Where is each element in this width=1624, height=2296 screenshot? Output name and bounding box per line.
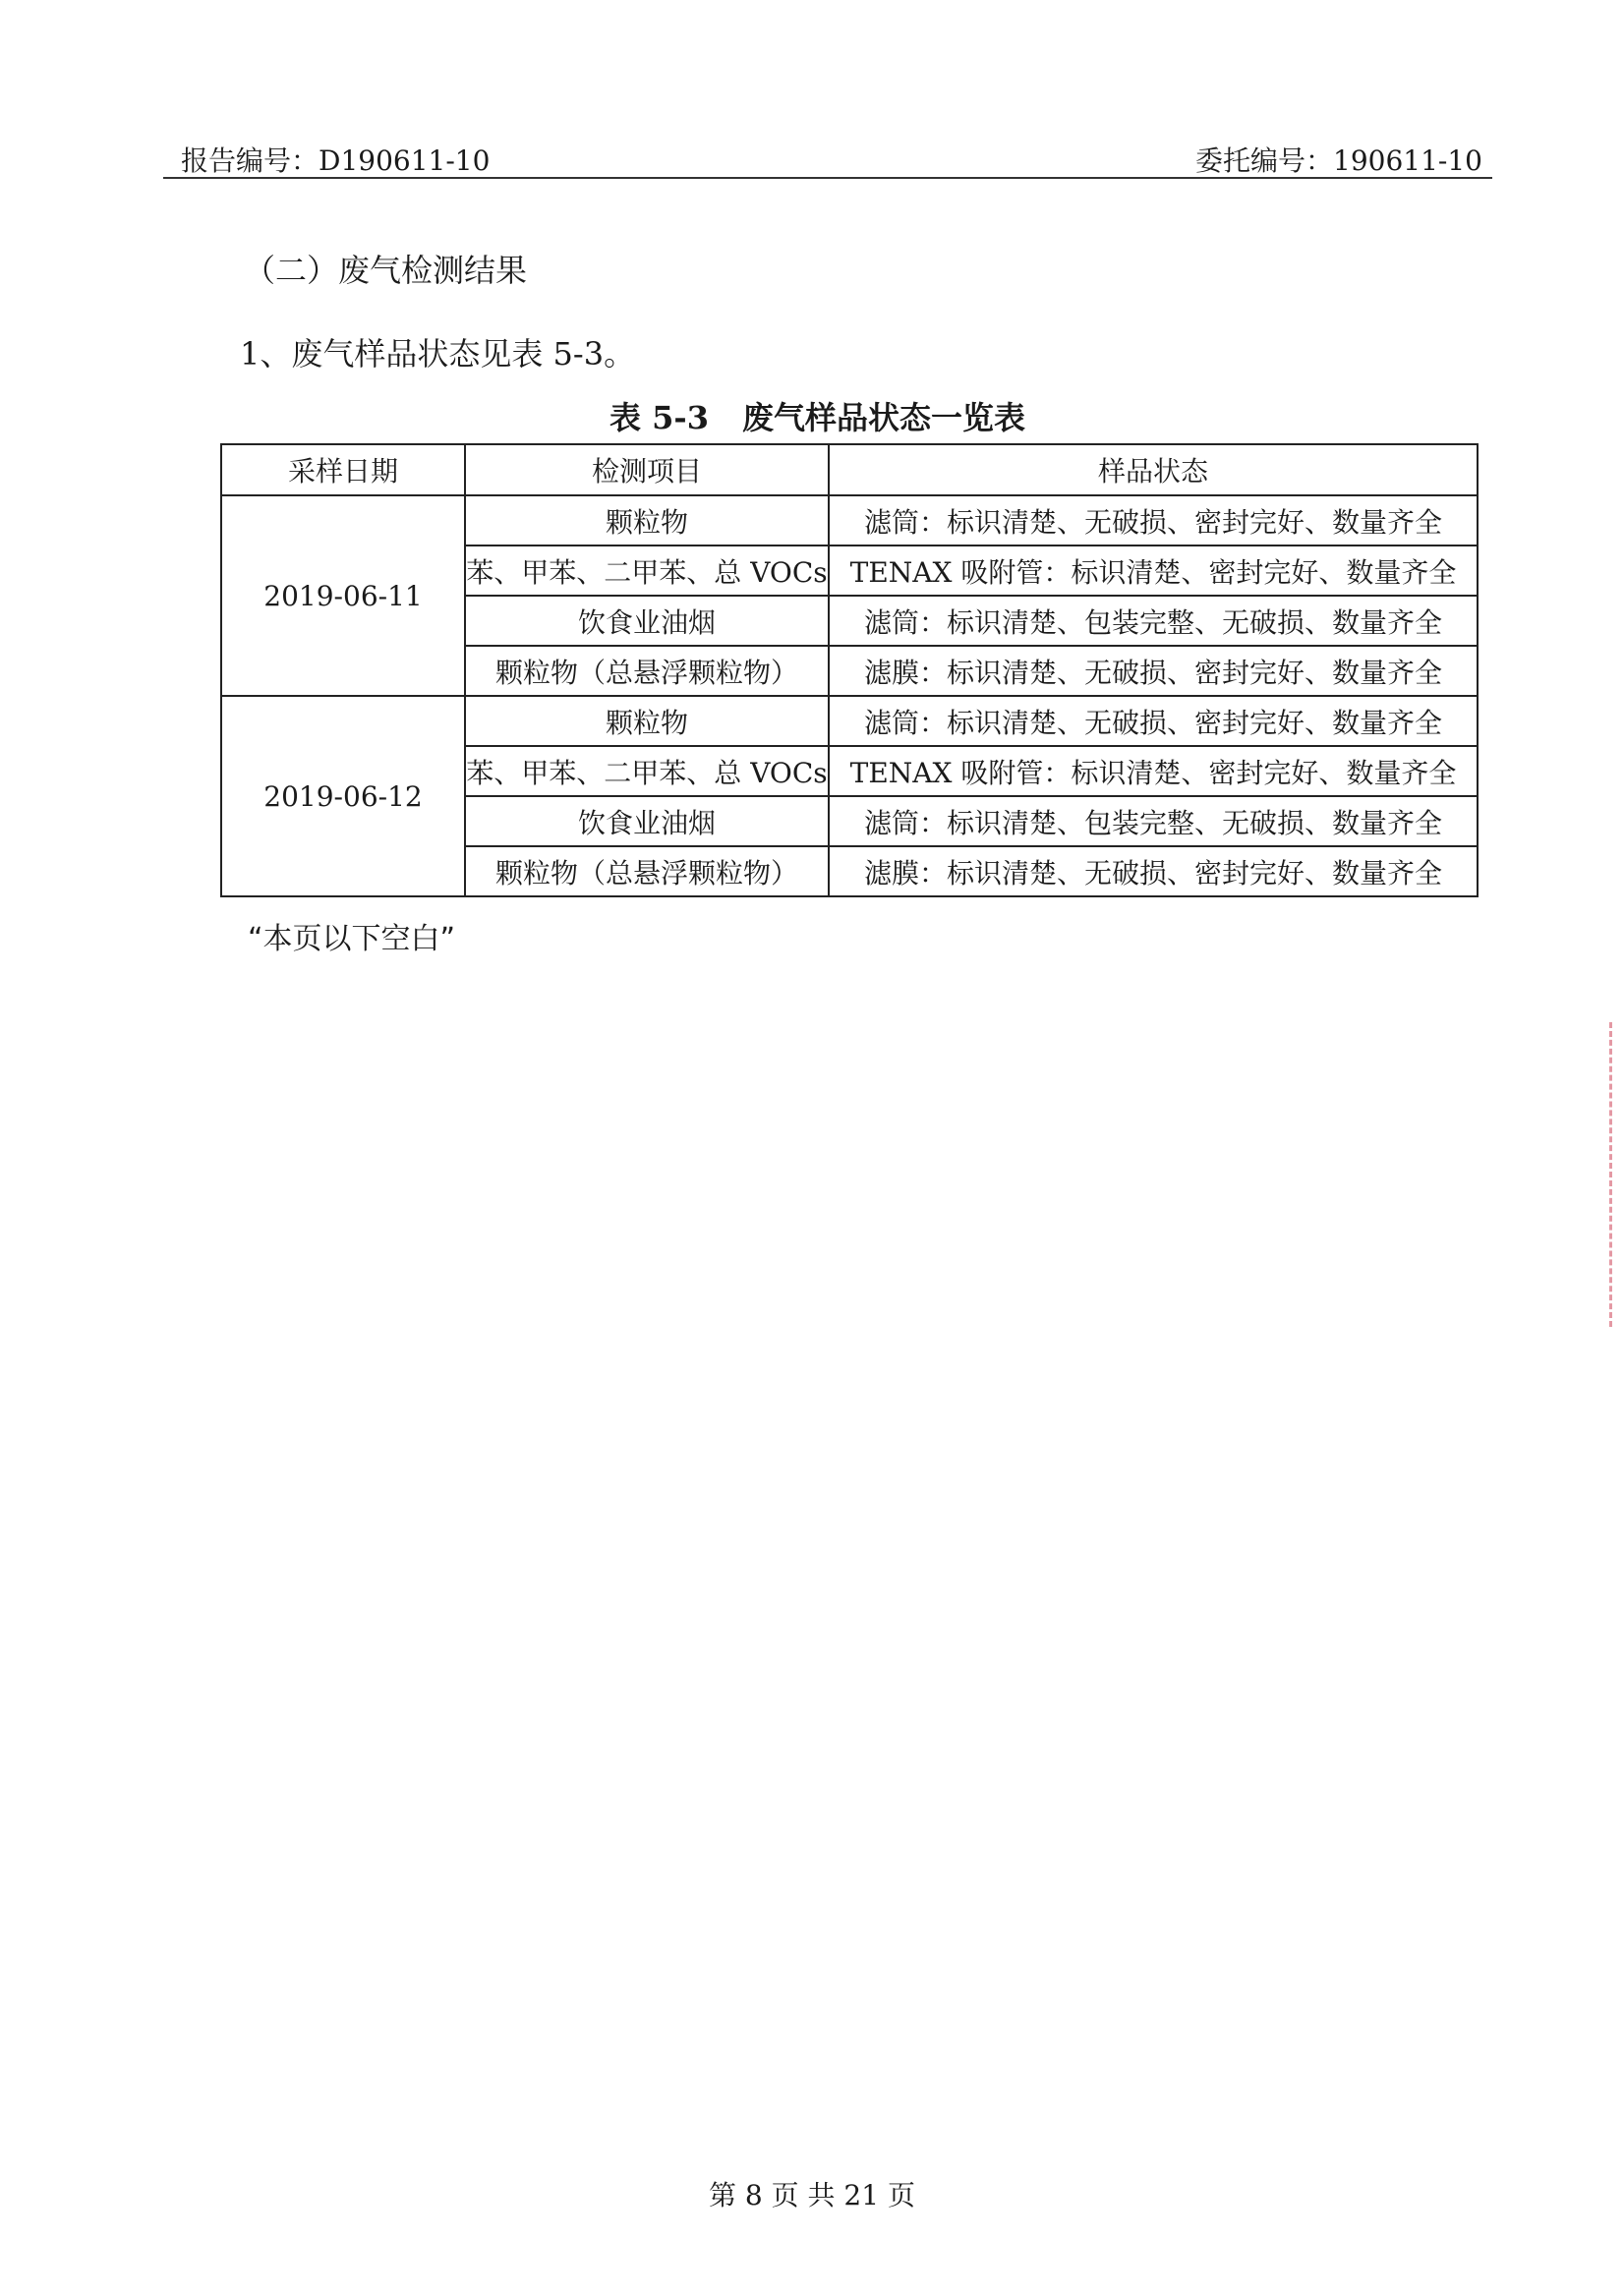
status-cell: 滤膜：标识清楚、无破损、密封完好、数量齐全 — [829, 846, 1478, 896]
status-cell: 滤筒：标识清楚、包装完整、无破损、数量齐全 — [829, 596, 1478, 646]
item-cell: 颗粒物 — [465, 696, 829, 746]
status-cell: TENAX 吸附管：标识清楚、密封完好、数量齐全 — [829, 746, 1478, 796]
table-row — [221, 696, 1478, 746]
table-header-row — [221, 444, 1478, 495]
sampling-date-cell: 2019-06-12 — [221, 696, 465, 896]
seal-edge-mark — [1609, 1022, 1624, 1327]
item-cell: 颗粒物（总悬浮颗粒物） — [465, 646, 829, 696]
status-cell: 滤筒：标识清楚、包装完整、无破损、数量齐全 — [829, 796, 1478, 846]
status-cell: 滤筒：标识清楚、无破损、密封完好、数量齐全 — [829, 696, 1478, 746]
item-cell: 苯、甲苯、二甲苯、总 VOCs — [465, 545, 829, 596]
table-row — [221, 495, 1478, 545]
blank-page-note: “本页以下空白” — [248, 922, 456, 956]
table-caption-title: 废气样品状态一览表 — [741, 399, 1025, 436]
header-status: 样品状态 — [829, 444, 1478, 495]
intro-paragraph: 1、废气样品状态见表 5-3。 — [240, 335, 636, 373]
status-cell: TENAX 吸附管：标识清楚、密封完好、数量齐全 — [829, 545, 1478, 596]
header-divider — [163, 177, 1492, 179]
sampling-date-cell: 2019-06-11 — [221, 495, 465, 696]
section-heading: （二）废气检测结果 — [244, 252, 528, 289]
item-cell: 饮食业油烟 — [465, 596, 829, 646]
page-number: 第 8 页 共 21 页 — [709, 2179, 915, 2211]
commission-number: 委托编号：190611-10 — [1195, 144, 1482, 177]
status-cell: 滤筒：标识清楚、无破损、密封完好、数量齐全 — [829, 495, 1478, 545]
sample-status-table — [220, 443, 1479, 897]
item-cell: 苯、甲苯、二甲苯、总 VOCs — [465, 746, 829, 796]
header-date: 采样日期 — [221, 444, 465, 495]
item-cell: 颗粒物（总悬浮颗粒物） — [465, 846, 829, 896]
table-caption — [609, 393, 1025, 438]
status-cell: 滤膜：标识清楚、无破损、密封完好、数量齐全 — [829, 646, 1478, 696]
item-cell: 颗粒物 — [465, 495, 829, 545]
item-cell: 饮食业油烟 — [465, 796, 829, 846]
header-item: 检测项目 — [465, 444, 829, 495]
report-number: 报告编号：D190611-10 — [181, 144, 491, 177]
table-caption-number: 表 5-3 — [609, 399, 709, 436]
